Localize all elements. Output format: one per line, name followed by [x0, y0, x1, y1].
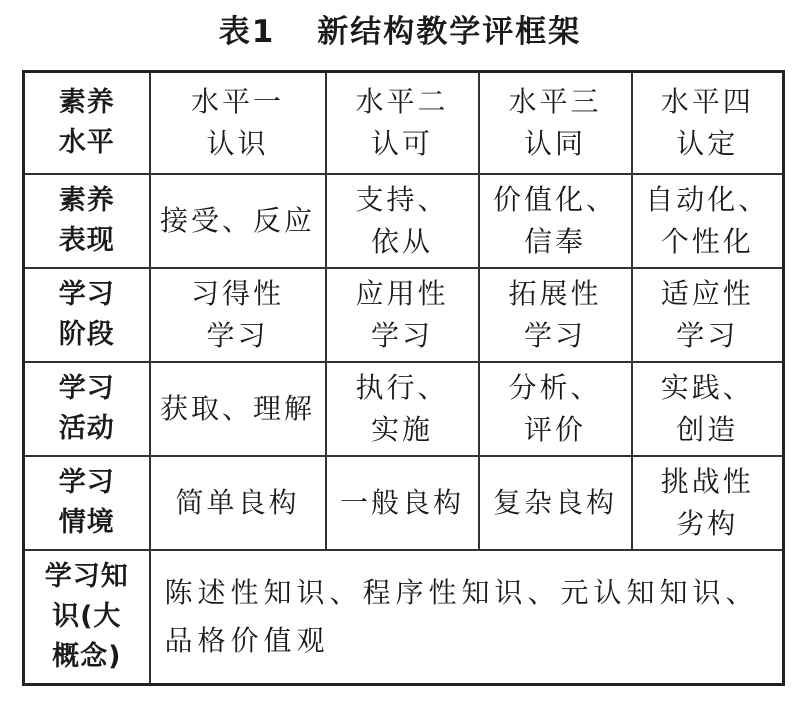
- table-row-learning-context: [24, 456, 784, 550]
- cell-line: 实践、: [660, 370, 754, 404]
- row-label-cell: [24, 174, 150, 268]
- cell-line: 实施: [370, 412, 433, 446]
- cell-line: 劣构: [676, 506, 739, 540]
- level-4-cell: [632, 72, 784, 174]
- cell-line: 执行、: [355, 370, 449, 404]
- table-cell: [326, 362, 479, 456]
- row-label-line: 学习知: [44, 560, 129, 592]
- row-label-line: 情境: [58, 506, 115, 538]
- row-label-cell: [24, 268, 150, 362]
- table-row-competency-performance: [24, 174, 784, 268]
- row-label-line: 学习: [58, 372, 115, 404]
- cell-line: 习得性: [190, 276, 284, 310]
- table-cell: [326, 456, 479, 550]
- header-row: [24, 72, 784, 174]
- level-3-cell: [479, 72, 632, 174]
- cell-line: 拓展性: [508, 276, 602, 310]
- cell-line: 自动化、: [645, 182, 770, 216]
- cell-line: 应用性: [355, 276, 449, 310]
- table-cell: [479, 362, 632, 456]
- table-cell: [326, 268, 479, 362]
- cell-line: 价值化、: [492, 182, 617, 216]
- knowledge-cell: 陈述性知识、程序性知识、元认知知识、品格价值观: [150, 550, 784, 685]
- cell-line: 分析、: [508, 370, 602, 404]
- level-2-cell: [326, 72, 479, 174]
- level-name: 水平三: [508, 84, 602, 118]
- level-name: 水平四: [660, 84, 754, 118]
- cell-line: 个性化: [660, 224, 754, 258]
- table-cell: [632, 362, 784, 456]
- row-label-line: 学习: [58, 466, 115, 498]
- table-cell: [326, 174, 479, 268]
- row-label-line: 识(大: [52, 600, 122, 632]
- table-cell: [150, 456, 326, 550]
- level-meaning: 认识: [206, 126, 269, 160]
- table-number: 表1: [218, 14, 276, 50]
- level-name: 水平一: [190, 84, 284, 118]
- table-caption: [0, 6, 800, 51]
- cell-line: 简单良构: [175, 485, 300, 519]
- table-row-knowledge: [24, 550, 784, 685]
- table-row-learning-activity: [24, 362, 784, 456]
- cell-line: 创造: [676, 412, 739, 446]
- cell-line: 学习: [206, 318, 269, 352]
- cell-line: 挑战性: [660, 464, 754, 498]
- table-row-learning-stage: [24, 268, 784, 362]
- row-label-line: 活动: [58, 412, 115, 444]
- table-cell: [150, 268, 326, 362]
- row-label-line: 素养: [58, 184, 115, 216]
- row-label-line: 表现: [58, 224, 115, 256]
- level-meaning: 认定: [676, 126, 739, 160]
- header-label-cell: [24, 72, 150, 174]
- table-cell: [632, 174, 784, 268]
- cell-line: 信奉: [523, 224, 586, 258]
- cell-line: 接受、反应: [159, 203, 315, 237]
- level-name: 水平二: [355, 84, 449, 118]
- cell-line: 学习: [523, 318, 586, 352]
- level-meaning: 认可: [370, 126, 433, 160]
- cell-line: 支持、: [355, 182, 449, 216]
- row-label-cell: [24, 362, 150, 456]
- table-cell: [150, 362, 326, 456]
- row-label-line: 学习: [58, 278, 115, 310]
- row-label-line: 阶段: [58, 318, 115, 350]
- table-title: 新结构教学评框架: [317, 14, 582, 50]
- table-cell: [150, 174, 326, 268]
- cell-line: 评价: [523, 412, 586, 446]
- cell-line: 学习: [370, 318, 433, 352]
- framework-table: [22, 70, 785, 686]
- table-cell: [632, 456, 784, 550]
- table-cell: [479, 174, 632, 268]
- header-label-line: 素养: [58, 86, 115, 118]
- row-label-cell: [24, 456, 150, 550]
- level-1-cell: [150, 72, 326, 174]
- cell-line: 复杂良构: [492, 485, 617, 519]
- level-meaning: 认同: [523, 126, 586, 160]
- row-label-cell: [24, 550, 150, 685]
- table-cell: [479, 268, 632, 362]
- header-label-line: 水平: [58, 126, 115, 158]
- table-cell: [632, 268, 784, 362]
- cell-line: 依从: [370, 224, 433, 258]
- row-label-line: 概念): [52, 640, 122, 672]
- table-cell: [479, 456, 632, 550]
- cell-line: 适应性: [660, 276, 754, 310]
- cell-line: 一般良构: [339, 485, 464, 519]
- cell-line: 获取、理解: [159, 391, 315, 425]
- cell-line: 学习: [676, 318, 739, 352]
